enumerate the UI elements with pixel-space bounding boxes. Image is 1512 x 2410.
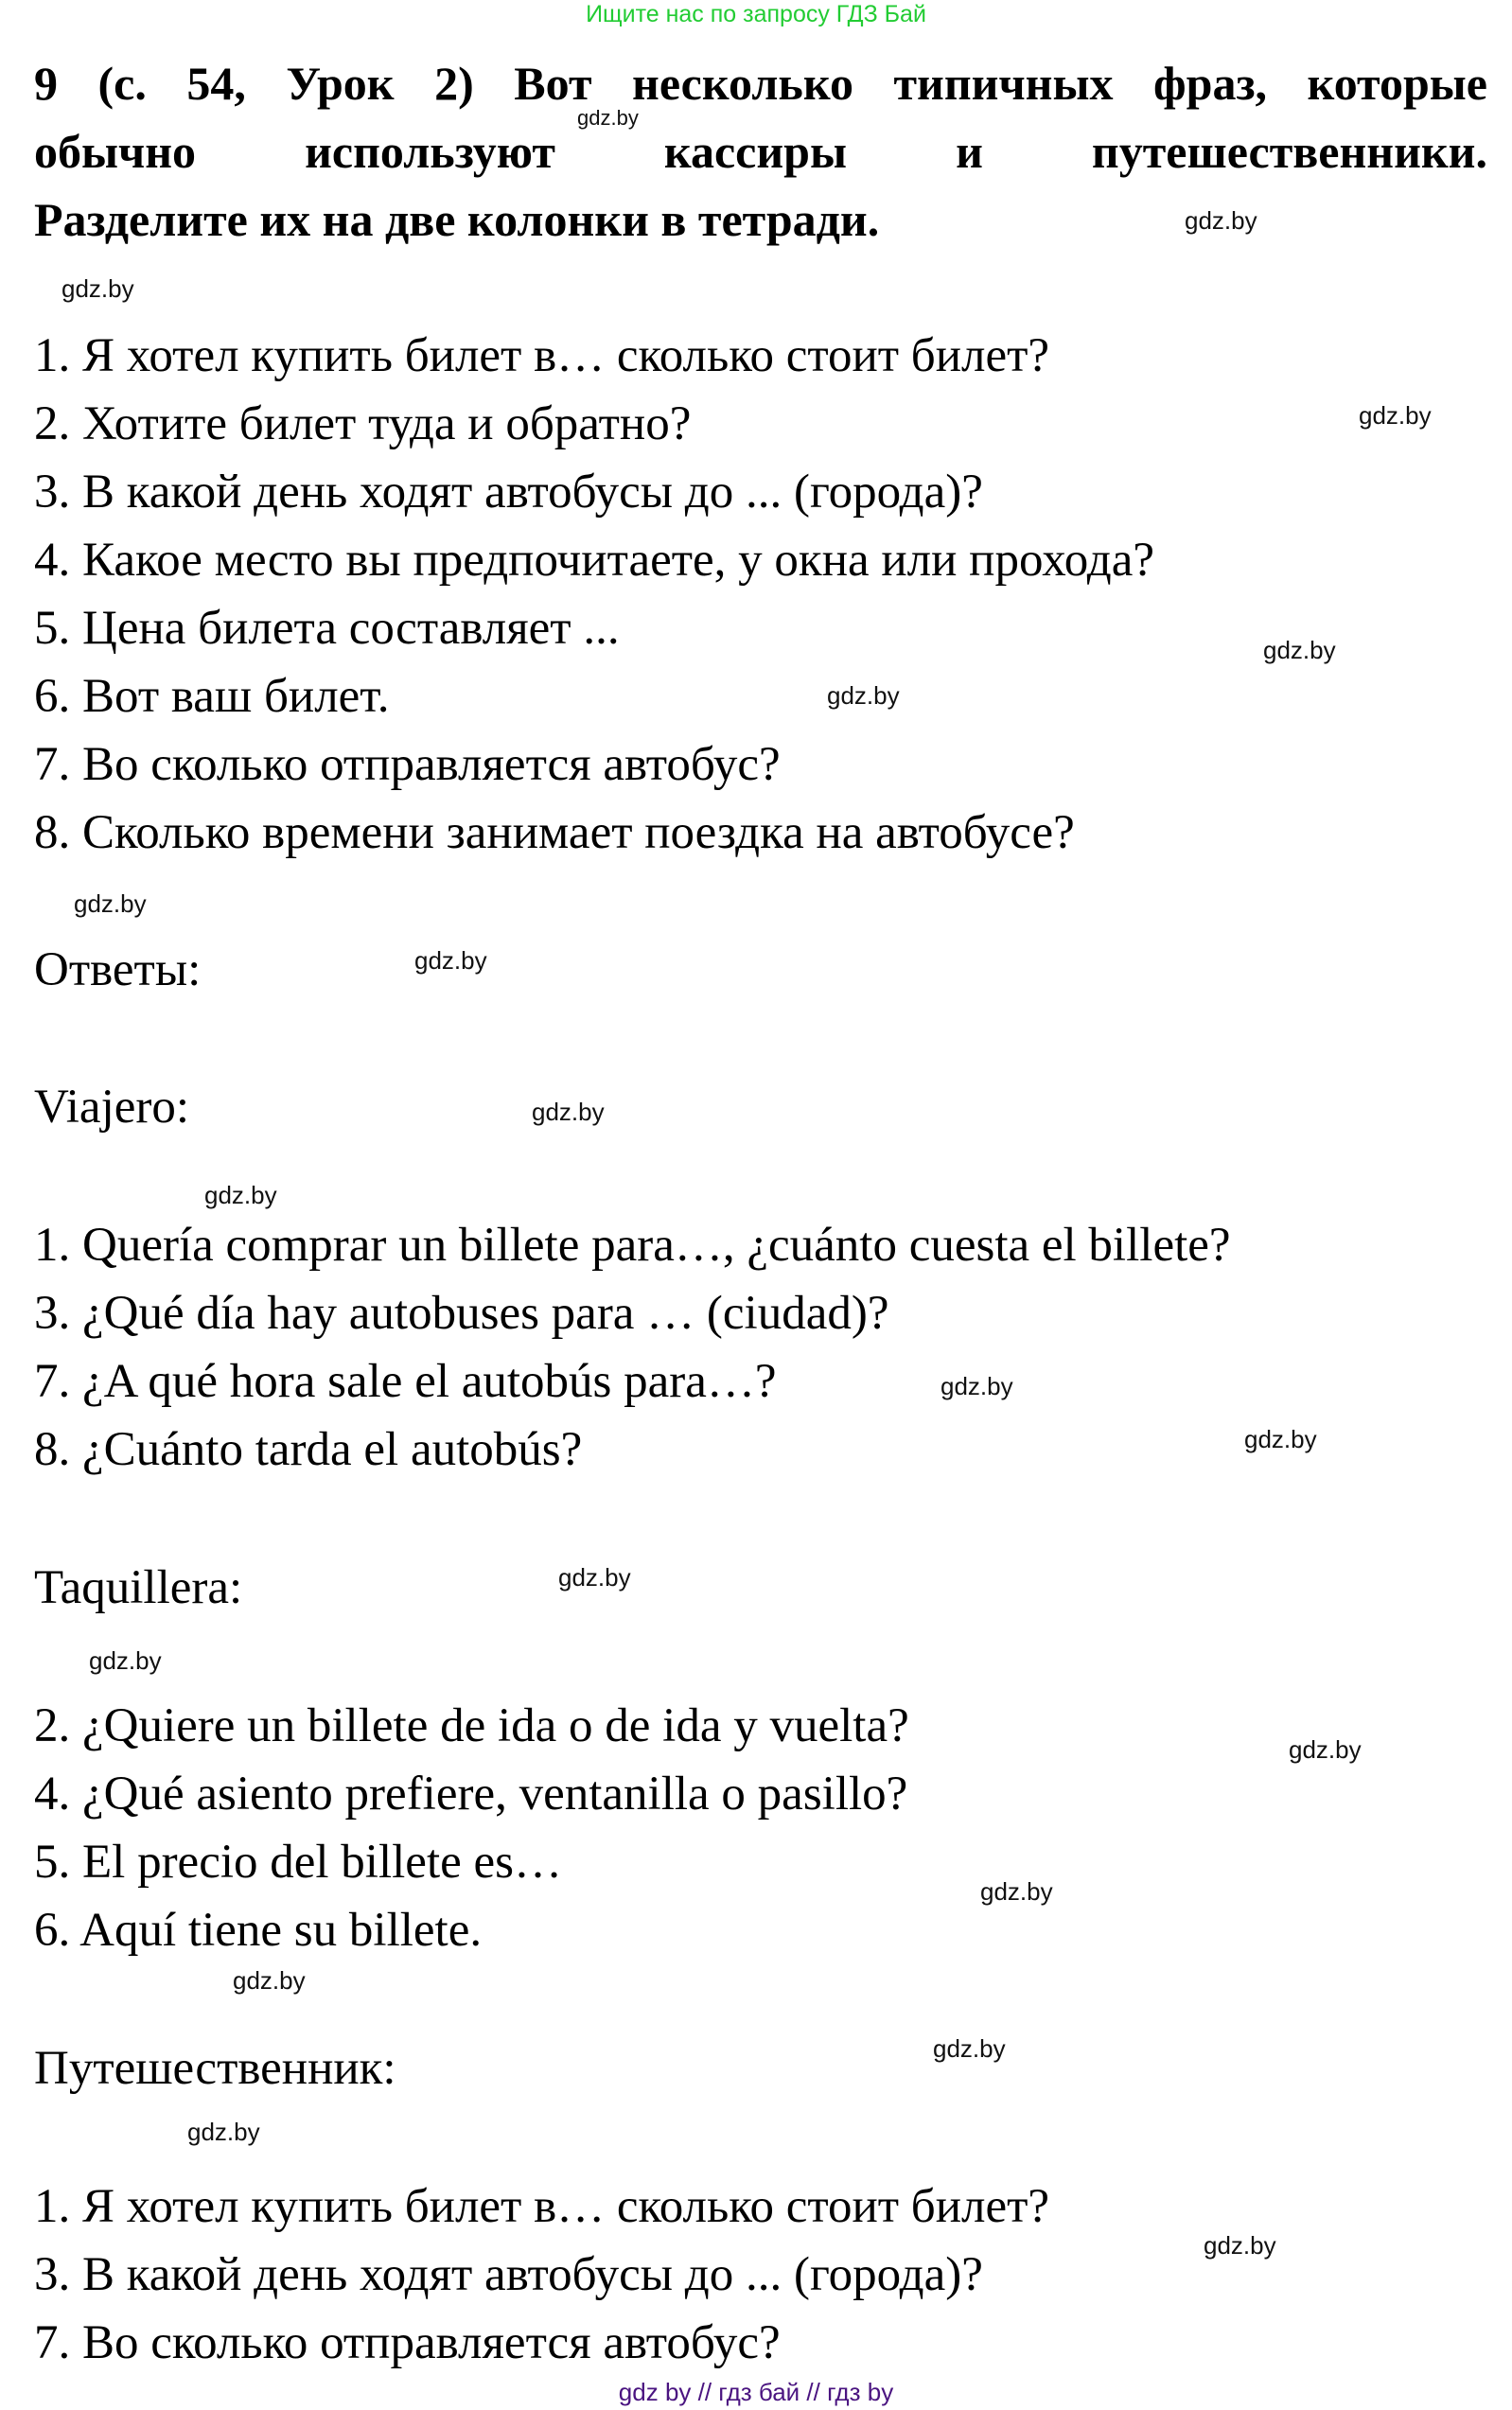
taquillera-item: 2. ¿Quiere un billete de ida o de ida y vuelta? <box>34 1699 909 1752</box>
phrase-item: 4. Какое место вы предпочитаете, у окна или прохода? <box>34 534 1155 587</box>
taquillera-item: 4. ¿Qué asiento prefiere, ventanilla o pasillo? <box>34 1768 908 1821</box>
watermark: gdz.by <box>577 106 639 130</box>
watermark: gdz.by <box>1263 636 1336 664</box>
watermark: gdz.by <box>532 1098 605 1126</box>
title-line-2: обычно используют кассиры и путешественники. <box>34 125 1487 178</box>
taquillera-item: 5. El precio del billete es… <box>34 1836 562 1889</box>
watermark: gdz.by <box>62 274 134 303</box>
watermark: gdz.by <box>233 1966 306 1995</box>
phrase-item: 3. В какой день ходят автобусы до ... (города)? <box>34 466 983 519</box>
answers-heading: Ответы: <box>34 943 202 996</box>
watermark: gdz.by <box>827 681 900 710</box>
viajero-item: 8. ¿Cuánto tarda el autobús? <box>34 1423 583 1476</box>
watermark: gdz.by <box>941 1372 1013 1400</box>
traveler-heading: Путешественник: <box>34 2042 396 2095</box>
phrase-item: 6. Вот ваш билет. <box>34 670 390 723</box>
watermark: gdz.by <box>980 1877 1053 1906</box>
watermark: gdz.by <box>1204 2231 1276 2260</box>
watermark: gdz.by <box>1289 1735 1362 1764</box>
viajero-item: 1. Quería comprar un billete para…, ¿cuánto cuesta el billete? <box>34 1219 1231 1272</box>
exercise-title <box>34 49 1487 254</box>
watermark: gdz.by <box>1359 401 1432 430</box>
phrase-item: 5. Цена билета составляет ... <box>34 602 620 655</box>
watermark: gdz.by <box>187 2118 260 2146</box>
traveler-item: 1. Я хотел купить билет в… сколько стоит билет? <box>34 2180 1050 2233</box>
watermark: gdz.by <box>204 1181 277 1209</box>
traveler-item: 3. В какой день ходят автобусы до ... (города)? <box>34 2248 983 2301</box>
watermark: gdz.by <box>933 2034 1006 2063</box>
watermark: gdz.by <box>558 1563 631 1592</box>
top-banner: Ищите нас по запросу ГДЗ Бай <box>586 1 926 27</box>
taquillera-item: 6. Aquí tiene su billete. <box>34 1904 483 1957</box>
watermark: gdz.by <box>1244 1425 1317 1453</box>
watermark: gdz.by <box>1185 206 1257 235</box>
phrase-item: 7. Во сколько отправляется автобус? <box>34 738 781 791</box>
traveler-item: 7. Во сколько отправляется автобус? <box>34 2316 781 2369</box>
watermark: gdz.by <box>74 889 147 918</box>
phrase-item: 8. Сколько времени занимает поездка на автобусе? <box>34 806 1075 859</box>
watermark: gdz.by <box>89 1646 162 1675</box>
phrase-item: 1. Я хотел купить билет в… сколько стоит билет? <box>34 329 1050 382</box>
viajero-item: 7. ¿A qué hora sale el autobús para…? <box>34 1355 777 1408</box>
viajero-item: 3. ¿Qué día hay autobuses para … (ciudad)? <box>34 1287 889 1340</box>
phrase-item: 2. Хотите билет туда и обратно? <box>34 397 692 450</box>
taquillera-heading: Taquillera: <box>34 1561 243 1614</box>
watermark: gdz.by <box>414 946 487 975</box>
viajero-heading: Viajero: <box>34 1081 190 1134</box>
title-line-3: Разделите их на две колонки в тетради. <box>34 193 880 246</box>
footer-watermark: gdz by // гдз бай // гдз by <box>618 2378 894 2406</box>
title-line-1: 9 (с. 54, Урок 2) Вот несколько типичных фраз, которые <box>34 57 1487 110</box>
